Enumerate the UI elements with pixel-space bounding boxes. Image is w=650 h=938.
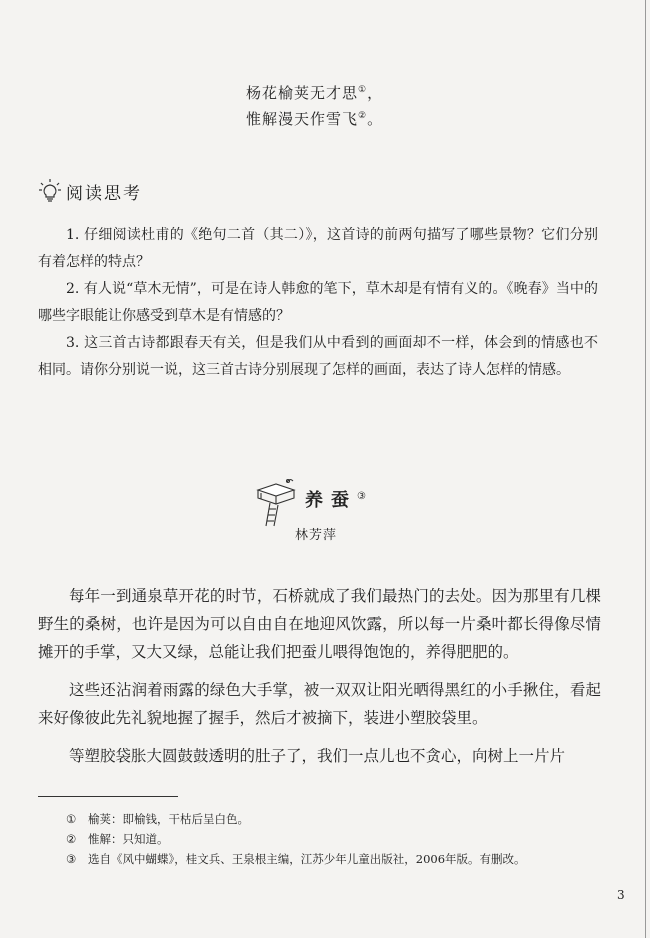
- section-title: 阅读思考: [66, 183, 142, 204]
- footnote-3: [66, 849, 526, 869]
- footnote-marker: ②: [66, 832, 77, 846]
- footnote-ref-3: ③: [357, 491, 366, 502]
- poem-line-1-text: 杨花榆荚无才思: [246, 84, 359, 102]
- page-edge: [645, 0, 646, 938]
- paragraph: 每年一到通泉草开花的时节，石桥就成了我们最热门的去处。因为那里有几棵野生的桑树，也许是因为可以自由自在地迎风饮露，所以每一片桑叶都长得像尽情摊开的手掌，又大又绿，总能让我们把蚕儿喂得饱饱的，养得肥肥的。: [38, 587, 601, 661]
- story-title-text: 养蚕: [305, 490, 357, 511]
- paragraph: 这些还沾润着雨露的绿色大手掌，被一双双让阳光晒得黑红的小手揪住，看起来好像彼此先礼貌地握了握手，然后才被摘下，装进小塑胶袋里。: [38, 681, 601, 727]
- footnote-text: 榆荚：即榆钱，干枯后呈白色。: [88, 812, 249, 826]
- footnote-ref-1: ①: [358, 85, 368, 95]
- paragraph: 等塑胶袋胀大圆鼓鼓透明的肚子了，我们一点儿也不贪心，向树上一片片: [69, 747, 566, 765]
- question-3: 3. 这三首古诗都跟春天有关，但是我们从中看到的画面却不一样，体会到的情感也不相同。请你分别说一说，这三首古诗分别展现了怎样的画面，表达了诗人怎样的情感。: [38, 335, 598, 378]
- lightbulb-icon: [38, 178, 62, 204]
- footnote-text: 选自《风中蝴蝶》，桂文兵、王泉根主编，江苏少年儿童出版社，2006年版。有删改。: [88, 852, 526, 866]
- footnote-marker: ③: [66, 852, 77, 866]
- story-title-block: [253, 476, 413, 546]
- footnote-marker: ①: [66, 812, 77, 826]
- footnote-2: [66, 829, 526, 849]
- footnotes: [66, 809, 526, 869]
- poem-line-2: [246, 108, 383, 129]
- reading-thinking-heading: [38, 178, 142, 204]
- question-2: 2. 有人说“草木无情”，可是在诗人韩愈的笔下，草木却是有情有义的。《晚春》当中的哪些字眼能让你感受到草木是有情感的？: [38, 281, 598, 324]
- poem-line-1: 杨花榆荚无才思①，: [246, 84, 384, 102]
- page-number: 3: [617, 888, 625, 902]
- poem-line-2-text: 惟解漫天作雪飞: [246, 110, 359, 128]
- story-body: [38, 582, 601, 780]
- story-title: [305, 486, 366, 512]
- question-list: [38, 222, 598, 384]
- footnote-ref-2: ②: [358, 111, 368, 121]
- poem-line-2-end: 。: [367, 110, 384, 128]
- author-name: 林芳萍: [295, 528, 338, 543]
- book-ladder-icon: [253, 476, 299, 528]
- footnote-1: [66, 809, 526, 829]
- question-1: 1. 仔细阅读杜甫的《绝句二首（其二）》，这首诗的前两句描写了哪些景物？它们分别有着怎样的特点？: [38, 227, 598, 270]
- footnote-text: 惟解：只知道。: [88, 832, 169, 846]
- footnote-divider: [38, 796, 178, 797]
